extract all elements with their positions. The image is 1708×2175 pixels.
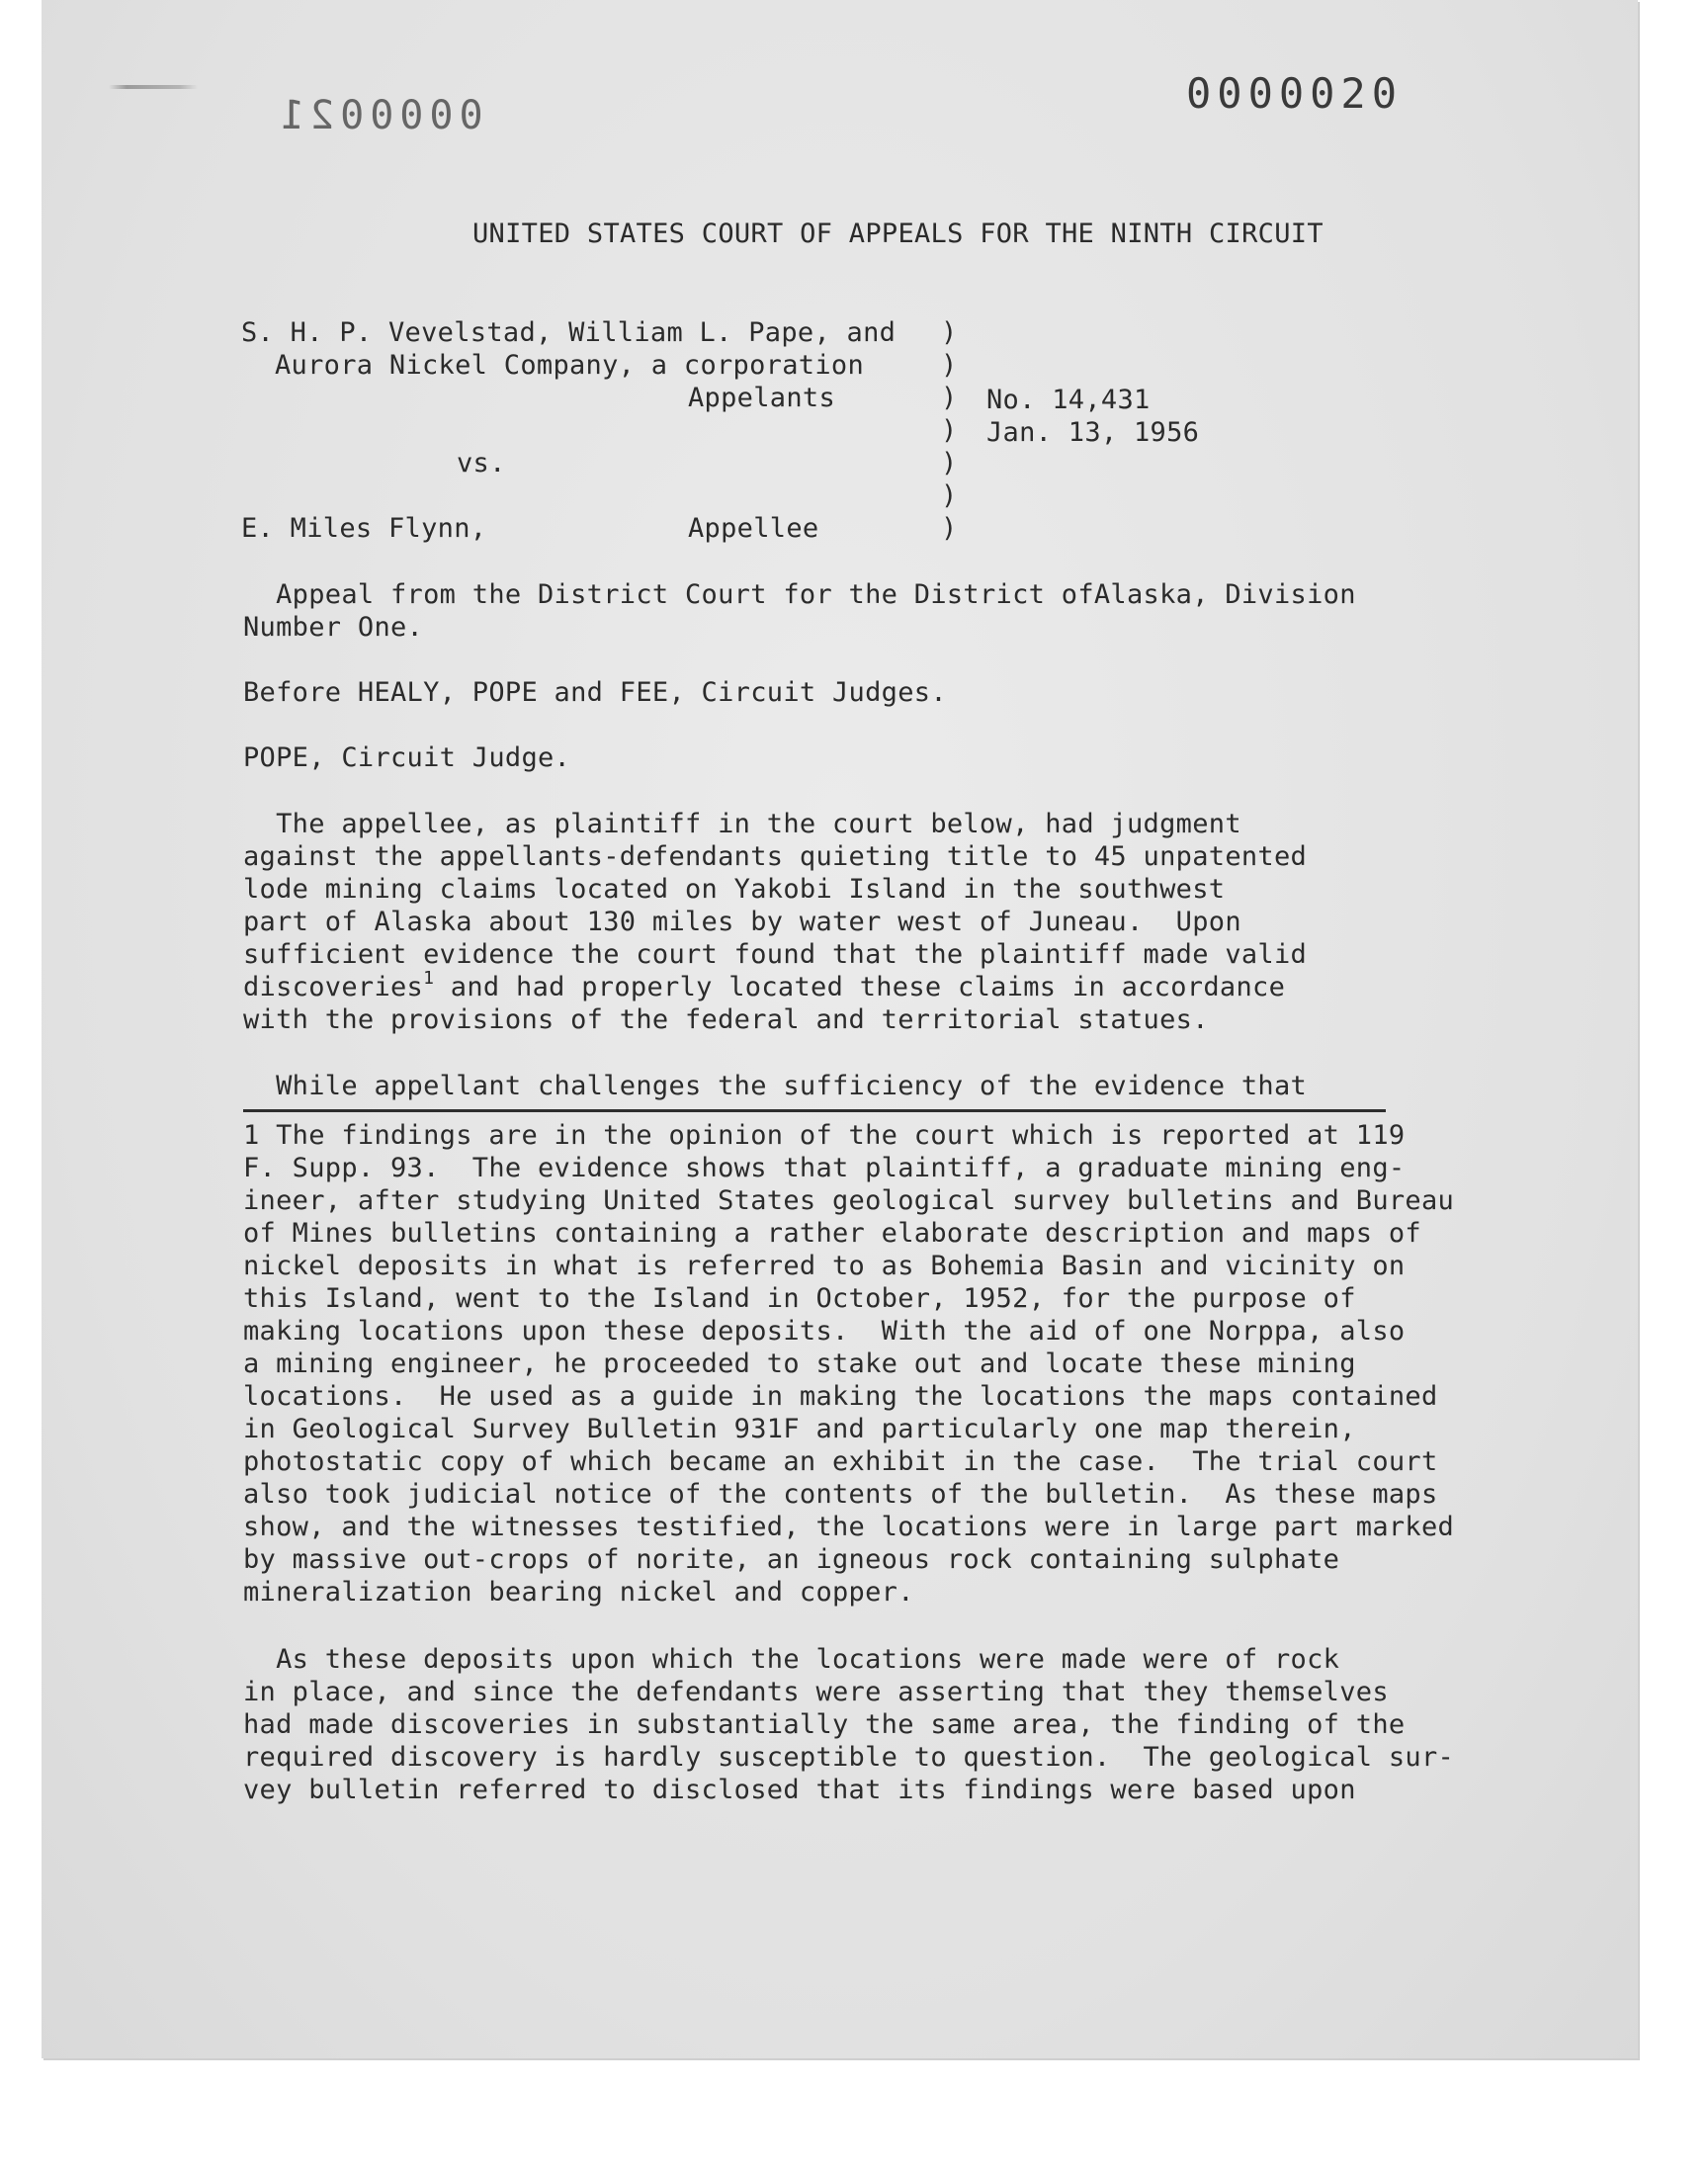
footnote-line: had made discoveries in substantially the same area, the finding of the [243,1709,1406,1740]
bracket-mark: ) [941,415,958,446]
appellee-name: E. Miles Flynn, [241,513,487,544]
pen-mark [109,85,198,89]
body-line: lode mining claims located on Yakobi Island in the southwest [243,874,1226,905]
footnote-line: in Geological Survey Bulletin 931F and particularly one map therein, [243,1414,1356,1444]
body-text: and had properly located these claims in accordance [434,972,1286,1002]
footnote-line: required discovery is hardly susceptible to question. The geological sur- [243,1742,1455,1773]
body-line: sufficient evidence the court found that the plaintiff made valid [243,939,1308,970]
body-text: discoveries [243,972,424,1002]
page-margin [0,2076,1708,2175]
bracket-mark: ) [941,448,958,478]
footnote-line: mineralization bearing nickel and copper. [243,1577,914,1608]
bracket-mark: ) [941,317,958,348]
body-line: part of Alaska about 130 miles by water west of Juneau. Upon [243,907,1241,937]
footnote-line: 1 The findings are in the opinion of the court which is reported at 119 [243,1120,1406,1151]
footnote-line: F. Supp. 93. The evidence shows that plaintiff, a graduate mining eng- [243,1153,1406,1183]
footnote-line: ineer, after studying United States geological survey bulletins and Bureau [243,1185,1455,1216]
body-line: with the provisions of the federal and territorial statues. [243,1004,1209,1035]
footnote-divider [243,1109,1386,1112]
bracket-mark: ) [941,350,958,381]
footnote-line: locations. He used as a guide in making the locations the maps contained [243,1381,1438,1412]
court-heading: UNITED STATES COURT OF APPEALS FOR THE NINTH CIRCUIT [472,218,1324,249]
page-stamp-inverted: 0000021 [275,93,483,138]
appeal-line: Number One. [243,612,424,643]
case-date: Jan. 13, 1956 [986,417,1200,448]
bracket-mark: ) [941,513,958,544]
opinion-author: POPE, Circuit Judge. [243,742,571,773]
body-line: against the appellants-defendants quieting title to 45 unpatented [243,841,1308,872]
appeal-line: Appeal from the District Court for the District ofAlaska, Division [243,579,1356,610]
footnote-line: vey bulletin referred to disclosed that its findings were based upon [243,1775,1356,1805]
footnote-line: also took judicial notice of the contents of the bulletin. As these maps [243,1479,1438,1510]
page-stamp-number: 0000020 [1186,69,1404,118]
body-line-with-footnote [243,968,1286,1003]
footnote-line: nickel deposits in what is referred to as Bohemia Basin and vicinity on [243,1251,1406,1281]
bracket-mark: ) [941,480,958,511]
footnote-line: this Island, went to the Island in October, 1952, for the purpose of [243,1283,1356,1314]
footnote-line: making locations upon these deposits. With the aid of one Norppa, also [243,1316,1406,1347]
caption-bracket [941,316,957,545]
footnote-line: by massive out-crops of norite, an igneous rock containing sulphate [243,1544,1340,1575]
footnote-line: photostatic copy of which became an exhibit in the case. The trial court [243,1446,1438,1477]
footnote-marker: 1 [423,968,435,989]
bracket-mark: ) [941,383,958,413]
appellants-line-2: Aurora Nickel Company, a corporation [275,350,864,381]
appellants-line-1: S. H. P. Vevelstad, William L. Pape, and [241,317,897,348]
appellee-role: Appellee [688,513,819,544]
case-number: No. 14,431 [986,385,1151,415]
body-line: The appellee, as plaintiff in the court below, had judgment [243,809,1241,839]
footnote-line: of Mines bulletins containing a rather elaborate description and maps of [243,1218,1421,1249]
body-line: While appellant challenges the sufficiency of the evidence that [243,1071,1308,1101]
appellants-role: Appelants [688,383,835,413]
footnote-line: As these deposits upon which the locations were made were of rock [243,1644,1340,1675]
footnote-line: show, and the witnesses testified, the locations were in large part marked [243,1512,1455,1542]
footnote-line: in place, and since the defendants were asserting that they themselves [243,1677,1389,1707]
versus-label: vs. [457,448,506,478]
panel-judges: Before HEALY, POPE and FEE, Circuit Judges. [243,677,947,708]
footnote-line: a mining engineer, he proceeded to stake out and locate these mining [243,1348,1356,1379]
